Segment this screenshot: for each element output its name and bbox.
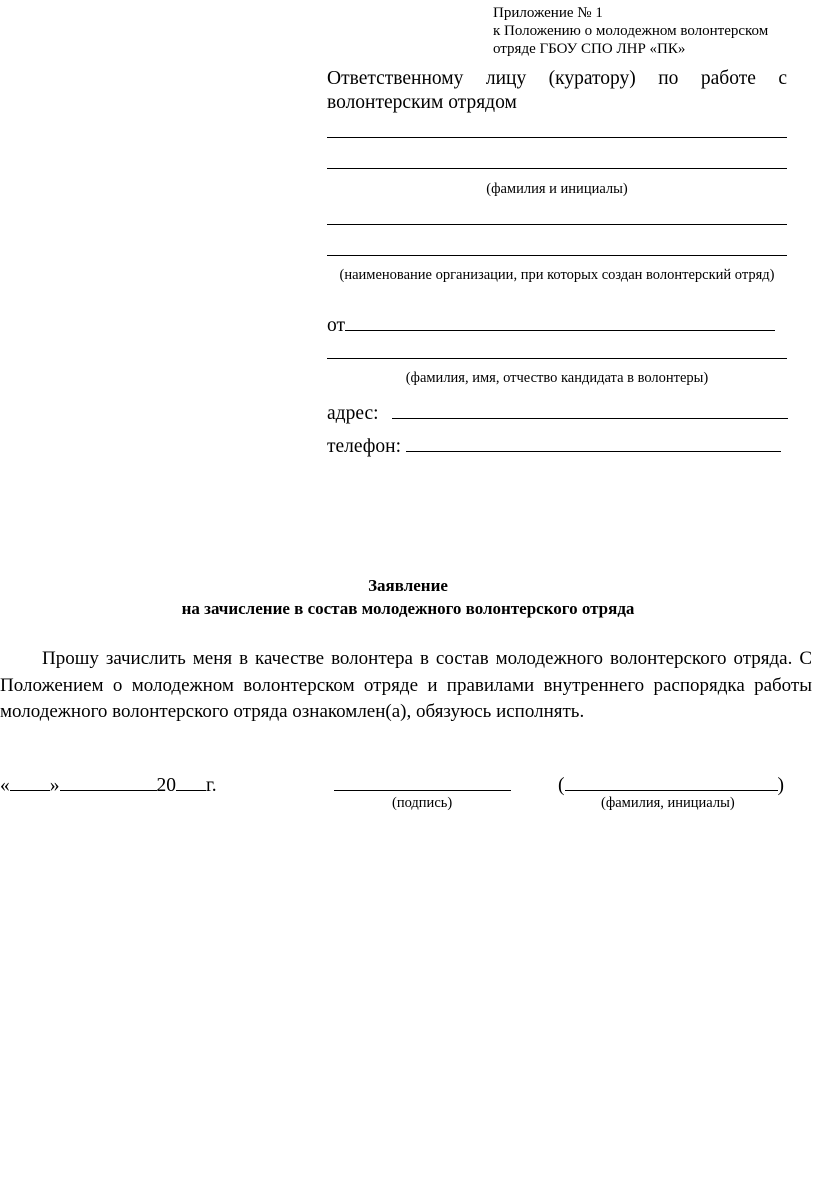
statement-body: Прошу зачислить меня в качестве волонтера в состав молодежного волонтерского отряда. С Положением о молодежном волонтерском отряде и правилами внутреннего распорядка работы молодежного волонтерского отряда ознакомлен(а), обязуюсь исполнять. xyxy=(0,648,812,722)
name-fill-line xyxy=(565,770,778,791)
year-fill-line xyxy=(176,770,206,791)
address-field xyxy=(327,398,788,426)
statement-subtitle: на зачисление в состав молодежного волонтерского отряда xyxy=(181,599,635,618)
phone-fill-line xyxy=(406,431,781,452)
appendix-reference: к Положению о молодежном волонтерском xyxy=(493,23,769,39)
phone-label: телефон: xyxy=(327,436,402,457)
year-prefix: 20 xyxy=(156,775,176,796)
name-caption: (фамилия, инициалы) xyxy=(601,795,735,811)
name-close-paren: ) xyxy=(777,775,784,796)
candidate-name-line xyxy=(327,358,787,359)
appendix-organization: отряде ГБОУ СПО ЛНР «ПК» xyxy=(493,41,686,57)
curator-name-line-2 xyxy=(327,168,787,169)
statement-title: Заявление xyxy=(368,576,448,595)
organization-line-2 xyxy=(327,255,787,256)
organization-line-1 xyxy=(327,224,787,225)
year-suffix: г. xyxy=(206,775,217,796)
from-label: от xyxy=(327,315,346,336)
date-open-quote: « xyxy=(0,775,10,796)
date-close-quote: » xyxy=(49,775,60,796)
day-fill-line xyxy=(10,770,50,791)
organization-caption: (наименование организации, при которых создан волонтерский отряд) xyxy=(339,267,775,283)
curator-name-line-1 xyxy=(327,137,787,138)
phone-field xyxy=(327,431,781,459)
from-fill-line xyxy=(345,310,775,331)
address-label: адрес: xyxy=(327,403,379,424)
address-fill-line xyxy=(392,398,788,419)
addressee-text: Ответственному лицу (куратору) по работе с волонтерским отрядом xyxy=(327,68,787,113)
from-field xyxy=(327,310,775,338)
appendix-number: Приложение № 1 xyxy=(493,5,603,21)
signature-caption: (подпись) xyxy=(392,795,453,811)
name-open-paren: ( xyxy=(558,775,565,796)
date-field xyxy=(0,770,217,798)
month-fill-line xyxy=(60,770,157,791)
candidate-caption: (фамилия, имя, отчество кандидата в волонтеры) xyxy=(405,370,709,386)
curator-name-caption: (фамилия и инициалы) xyxy=(486,181,628,197)
signature-fill-line xyxy=(334,770,511,791)
